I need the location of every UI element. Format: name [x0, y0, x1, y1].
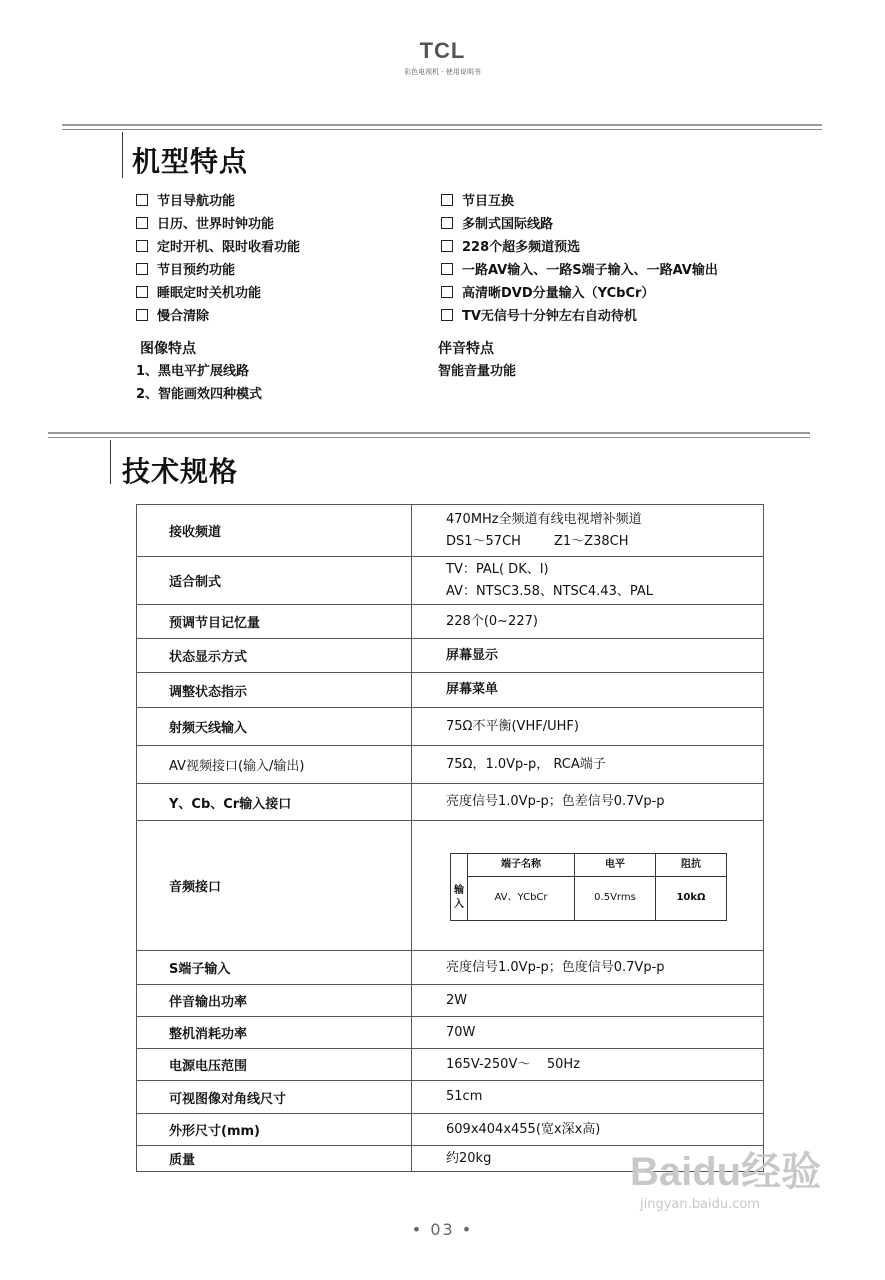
table-row [137, 784, 764, 821]
table-row [137, 708, 764, 746]
spec-value: 亮度信号1.0Vp-p；色度信号0.7Vp-p [412, 951, 764, 985]
table-row [137, 557, 764, 605]
spec-key: 整机消耗功率 [137, 1017, 412, 1049]
tcl-logo: TCL [419, 38, 466, 63]
image-features-list [136, 360, 262, 406]
spec-key: 状态显示方式 [137, 639, 412, 673]
spec-key: 射频天线输入 [137, 708, 412, 746]
sound-features-title: 伴音特点 [438, 341, 494, 357]
spec-value: 165V-250V～ 50Hz [412, 1049, 764, 1081]
spec-value: 屏幕菜单 [412, 673, 764, 708]
audio-header: 阻抗 [656, 853, 727, 876]
audio-header: 端子名称 [468, 853, 575, 876]
manual-subtitle: 彩色电视机 · 使用说明书 [404, 68, 481, 76]
feature-item: 一路AV输入、一路S端子输入、一路AV输出 [441, 259, 718, 282]
feature-list-left [136, 190, 300, 328]
page-number: • 03 • [411, 1220, 474, 1239]
table-row [137, 821, 764, 951]
audio-cell: 10kΩ [656, 876, 727, 920]
spec-key: 电源电压范围 [137, 1049, 412, 1081]
spec-key: AV视频接口(输入/输出) [137, 746, 412, 784]
table-row [137, 1081, 764, 1114]
spec-value: TV：PAL( DK、I) AV：NTSC3.58、NTSC4.43、PAL [412, 557, 764, 605]
feature-item: 节目预约功能 [136, 259, 300, 282]
table-row [137, 639, 764, 673]
feature-item: 慢合清除 [136, 305, 300, 328]
spec-key: 适合制式 [137, 557, 412, 605]
section-divider-thin [62, 129, 822, 130]
audio-header: 电平 [575, 853, 656, 876]
table-row [137, 951, 764, 985]
spec-value: 470MHz全频道有线电视增补频道 DS1～57CH Z1～Z38CH [412, 505, 764, 557]
spec-value: 2W [412, 985, 764, 1017]
spec-key: 音频接口 [137, 821, 412, 951]
spec-value: 75Ω，1.0Vp-p， RCA端子 [412, 746, 764, 784]
list-item: 1、黑电平扩展线路 [136, 364, 250, 379]
spec-key: 外形尺寸(mm) [137, 1114, 412, 1146]
checkbox-icon [136, 309, 148, 321]
feature-item: 睡眠定时关机功能 [136, 282, 300, 305]
checkbox-icon [136, 240, 148, 252]
section-divider [62, 124, 822, 126]
spec-key: 预调节目记忆量 [137, 605, 412, 639]
checkbox-icon [441, 194, 453, 206]
spec-key: 可视图像对角线尺寸 [137, 1081, 412, 1114]
checkbox-icon [441, 263, 453, 275]
checkbox-icon [136, 286, 148, 298]
spec-key: 伴音输出功率 [137, 985, 412, 1017]
feature-item: 多制式国际线路 [441, 213, 718, 236]
spec-value: 屏幕显示 [412, 639, 764, 673]
spec-value [412, 821, 764, 951]
checkbox-icon [136, 194, 148, 206]
spec-table [136, 504, 764, 1172]
spec-value: 75Ω不平衡(VHF/UHF) [412, 708, 764, 746]
section-divider-thin [48, 437, 810, 438]
spec-value: 228个(0~227) [412, 605, 764, 639]
spec-key: 调整状态指示 [137, 673, 412, 708]
table-row [137, 1049, 764, 1081]
image-features-title: 图像特点 [140, 341, 196, 357]
feature-item: 228个超多频道预选 [441, 236, 718, 259]
audio-cell: 0.5Vrms [575, 876, 656, 920]
list-item: 智能音量功能 [438, 364, 517, 379]
audio-port-table [450, 853, 727, 921]
checkbox-icon [136, 263, 148, 275]
spec-value: 51cm [412, 1081, 764, 1114]
table-row [137, 673, 764, 708]
section-title-specs: 技术规格 [122, 455, 239, 488]
watermark-brand: Baidu经验 [630, 1150, 822, 1194]
audio-cell: AV、YCbCr [468, 876, 575, 920]
section-divider [48, 432, 810, 434]
spec-value: 约20kg [412, 1146, 764, 1172]
checkbox-icon [441, 309, 453, 321]
baidu-watermark [630, 1140, 821, 1212]
feature-item: 节目互换 [441, 190, 718, 213]
spec-key: S端子输入 [137, 951, 412, 985]
spec-value: 亮度信号1.0Vp-p；色差信号0.7Vp-p [412, 784, 764, 821]
list-item: 2、智能画效四种模式 [136, 387, 263, 402]
spec-key: 质量 [137, 1146, 412, 1172]
feature-item: 高清晰DVD分量输入（YCbCr） [441, 282, 718, 305]
audio-io-label: 输入 [451, 876, 468, 920]
table-row [137, 605, 764, 639]
checkbox-icon [441, 286, 453, 298]
spec-value: 609x404x455(宽x深x高) [412, 1114, 764, 1146]
checkbox-icon [441, 217, 453, 229]
feature-item: 定时开机、限时收看功能 [136, 236, 300, 259]
spec-value: 70W [412, 1017, 764, 1049]
title-bar [122, 132, 123, 178]
spec-key: 接收频道 [137, 505, 412, 557]
feature-item: 节目导航功能 [136, 190, 300, 213]
audio-header-row [451, 853, 727, 876]
feature-item: 日历、世界时钟功能 [136, 213, 300, 236]
table-row [137, 505, 764, 557]
page-header [0, 38, 885, 77]
feature-list-right [441, 190, 718, 328]
table-row [137, 1017, 764, 1049]
table-row [137, 985, 764, 1017]
title-bar [110, 440, 111, 484]
table-row [137, 746, 764, 784]
watermark-url: jingyan.baidu.com [640, 1197, 760, 1212]
sound-features-list [438, 360, 516, 383]
section-title-features: 机型特点 [132, 145, 249, 178]
feature-item: TV无信号十分钟左右自动待机 [441, 305, 718, 328]
checkbox-icon [441, 240, 453, 252]
checkbox-icon [136, 217, 148, 229]
spec-key: Y、Cb、Cr输入接口 [137, 784, 412, 821]
audio-data-row [451, 876, 727, 920]
